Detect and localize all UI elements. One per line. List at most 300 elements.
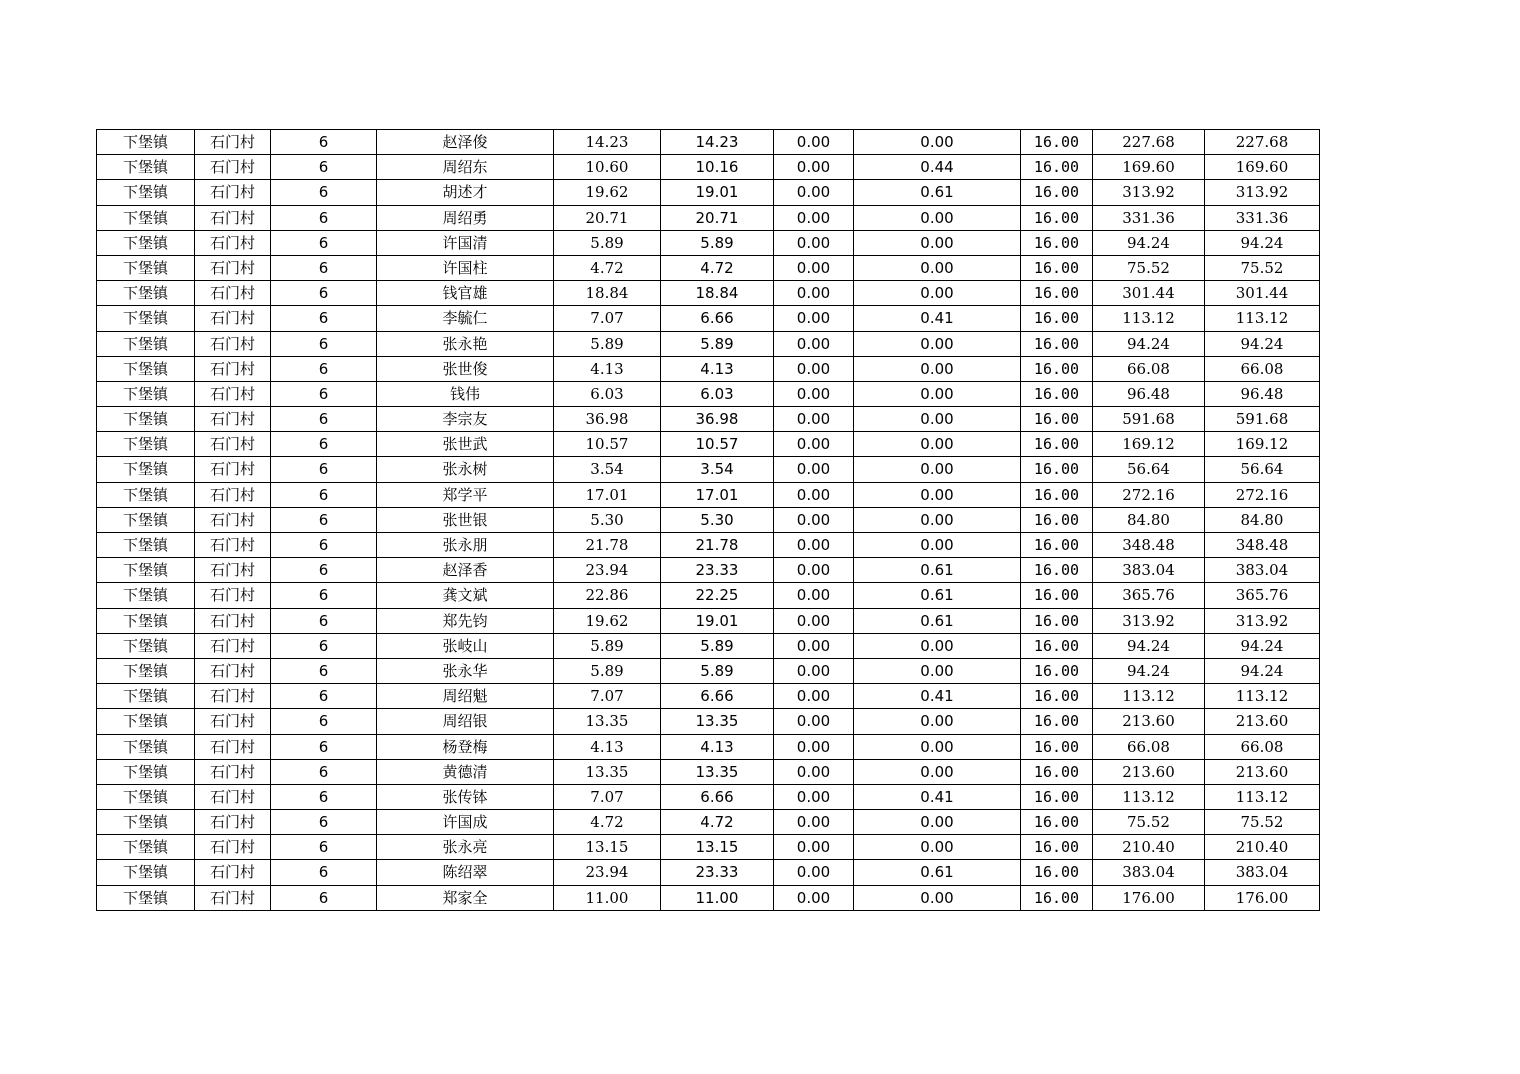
cell-name: 张永华 [377, 658, 554, 683]
cell-rate: 16.00 [1021, 306, 1093, 331]
cell-area-a: 5.89 [661, 331, 774, 356]
cell-area-b: 0.00 [774, 306, 854, 331]
cell-rate: 16.00 [1021, 709, 1093, 734]
cell-area-c: 0.61 [854, 583, 1021, 608]
cell-group: 6 [271, 155, 377, 180]
cell-area-a: 4.13 [661, 356, 774, 381]
cell-area-b: 0.00 [774, 709, 854, 734]
cell-area-a: 4.72 [661, 255, 774, 280]
cell-town: 下堡镇 [97, 482, 195, 507]
cell-amount-b: 94.24 [1205, 633, 1320, 658]
cell-area-a: 6.66 [661, 306, 774, 331]
cell-area-c: 0.00 [854, 810, 1021, 835]
cell-rate: 16.00 [1021, 482, 1093, 507]
cell-area-total: 13.35 [554, 709, 661, 734]
cell-town: 下堡镇 [97, 709, 195, 734]
table-row [97, 885, 1320, 910]
cell-group: 6 [271, 835, 377, 860]
cell-town: 下堡镇 [97, 810, 195, 835]
cell-area-a: 10.57 [661, 432, 774, 457]
cell-rate: 16.00 [1021, 407, 1093, 432]
cell-town: 下堡镇 [97, 633, 195, 658]
table-row [97, 407, 1320, 432]
cell-village: 石门村 [195, 432, 271, 457]
cell-name: 张岐山 [377, 633, 554, 658]
cell-area-total: 4.13 [554, 356, 661, 381]
table-row [97, 835, 1320, 860]
cell-rate: 16.00 [1021, 784, 1093, 809]
cell-area-total: 5.30 [554, 507, 661, 532]
cell-amount-a: 169.12 [1093, 432, 1205, 457]
cell-area-total: 18.84 [554, 281, 661, 306]
cell-area-b: 0.00 [774, 130, 854, 155]
table-row [97, 331, 1320, 356]
cell-name: 钱伟 [377, 381, 554, 406]
cell-amount-a: 113.12 [1093, 306, 1205, 331]
cell-amount-b: 213.60 [1205, 709, 1320, 734]
cell-name: 张永亮 [377, 835, 554, 860]
cell-group: 6 [271, 180, 377, 205]
cell-rate: 16.00 [1021, 356, 1093, 381]
cell-area-c: 0.00 [854, 130, 1021, 155]
cell-rate: 16.00 [1021, 205, 1093, 230]
cell-village: 石门村 [195, 658, 271, 683]
cell-town: 下堡镇 [97, 180, 195, 205]
cell-amount-b: 301.44 [1205, 281, 1320, 306]
cell-amount-a: 113.12 [1093, 684, 1205, 709]
cell-village: 石门村 [195, 180, 271, 205]
cell-amount-a: 365.76 [1093, 583, 1205, 608]
cell-group: 6 [271, 658, 377, 683]
cell-area-total: 17.01 [554, 482, 661, 507]
cell-village: 石门村 [195, 885, 271, 910]
cell-area-b: 0.00 [774, 205, 854, 230]
table-row [97, 684, 1320, 709]
cell-area-a: 22.25 [661, 583, 774, 608]
cell-village: 石门村 [195, 255, 271, 280]
cell-area-b: 0.00 [774, 407, 854, 432]
cell-amount-b: 213.60 [1205, 759, 1320, 784]
cell-group: 6 [271, 558, 377, 583]
cell-area-a: 6.66 [661, 684, 774, 709]
cell-area-c: 0.00 [854, 507, 1021, 532]
cell-area-c: 0.44 [854, 155, 1021, 180]
cell-area-total: 5.89 [554, 331, 661, 356]
cell-amount-b: 272.16 [1205, 482, 1320, 507]
cell-village: 石门村 [195, 381, 271, 406]
cell-amount-b: 176.00 [1205, 885, 1320, 910]
cell-village: 石门村 [195, 482, 271, 507]
cell-area-c: 0.00 [854, 457, 1021, 482]
cell-area-total: 22.86 [554, 583, 661, 608]
cell-amount-b: 169.12 [1205, 432, 1320, 457]
data-table [96, 129, 1320, 911]
cell-area-a: 19.01 [661, 608, 774, 633]
cell-amount-a: 176.00 [1093, 885, 1205, 910]
cell-village: 石门村 [195, 860, 271, 885]
cell-town: 下堡镇 [97, 835, 195, 860]
cell-amount-b: 94.24 [1205, 230, 1320, 255]
cell-area-b: 0.00 [774, 734, 854, 759]
cell-area-a: 5.89 [661, 658, 774, 683]
cell-amount-a: 591.68 [1093, 407, 1205, 432]
cell-group: 6 [271, 482, 377, 507]
cell-group: 6 [271, 507, 377, 532]
cell-area-total: 19.62 [554, 180, 661, 205]
cell-area-a: 6.66 [661, 784, 774, 809]
cell-area-b: 0.00 [774, 381, 854, 406]
cell-group: 6 [271, 709, 377, 734]
cell-amount-b: 66.08 [1205, 356, 1320, 381]
cell-area-total: 23.94 [554, 558, 661, 583]
cell-area-b: 0.00 [774, 608, 854, 633]
cell-town: 下堡镇 [97, 860, 195, 885]
cell-area-a: 5.89 [661, 633, 774, 658]
cell-village: 石门村 [195, 633, 271, 658]
cell-area-c: 0.61 [854, 860, 1021, 885]
table-row [97, 457, 1320, 482]
cell-name: 张世武 [377, 432, 554, 457]
cell-name: 周绍魁 [377, 684, 554, 709]
cell-name: 郑学平 [377, 482, 554, 507]
cell-rate: 16.00 [1021, 507, 1093, 532]
cell-area-c: 0.00 [854, 432, 1021, 457]
cell-area-a: 18.84 [661, 281, 774, 306]
cell-village: 石门村 [195, 230, 271, 255]
cell-rate: 16.00 [1021, 558, 1093, 583]
cell-name: 杨登梅 [377, 734, 554, 759]
cell-area-total: 14.23 [554, 130, 661, 155]
cell-amount-a: 313.92 [1093, 180, 1205, 205]
table-row [97, 230, 1320, 255]
cell-area-a: 3.54 [661, 457, 774, 482]
cell-rate: 16.00 [1021, 130, 1093, 155]
cell-amount-a: 383.04 [1093, 860, 1205, 885]
cell-village: 石门村 [195, 407, 271, 432]
cell-group: 6 [271, 784, 377, 809]
cell-area-a: 17.01 [661, 482, 774, 507]
cell-group: 6 [271, 130, 377, 155]
cell-area-total: 13.15 [554, 835, 661, 860]
cell-area-b: 0.00 [774, 230, 854, 255]
cell-rate: 16.00 [1021, 381, 1093, 406]
cell-area-c: 0.00 [854, 230, 1021, 255]
cell-name: 郑先钧 [377, 608, 554, 633]
cell-amount-a: 94.24 [1093, 658, 1205, 683]
cell-area-total: 5.89 [554, 658, 661, 683]
cell-amount-b: 313.92 [1205, 608, 1320, 633]
cell-amount-a: 383.04 [1093, 558, 1205, 583]
cell-town: 下堡镇 [97, 306, 195, 331]
cell-amount-b: 227.68 [1205, 130, 1320, 155]
cell-name: 陈绍翠 [377, 860, 554, 885]
cell-town: 下堡镇 [97, 784, 195, 809]
cell-amount-a: 75.52 [1093, 255, 1205, 280]
cell-area-total: 21.78 [554, 533, 661, 558]
cell-amount-a: 113.12 [1093, 784, 1205, 809]
cell-amount-a: 56.64 [1093, 457, 1205, 482]
cell-village: 石门村 [195, 281, 271, 306]
cell-area-b: 0.00 [774, 558, 854, 583]
table-row [97, 381, 1320, 406]
cell-area-c: 0.00 [854, 734, 1021, 759]
table-row [97, 130, 1320, 155]
cell-amount-a: 313.92 [1093, 608, 1205, 633]
cell-village: 石门村 [195, 205, 271, 230]
cell-area-total: 5.89 [554, 230, 661, 255]
cell-area-b: 0.00 [774, 155, 854, 180]
cell-area-total: 4.13 [554, 734, 661, 759]
table-row [97, 205, 1320, 230]
cell-name: 周绍勇 [377, 205, 554, 230]
cell-amount-a: 94.24 [1093, 331, 1205, 356]
cell-amount-b: 75.52 [1205, 810, 1320, 835]
cell-rate: 16.00 [1021, 759, 1093, 784]
table-row [97, 432, 1320, 457]
cell-group: 6 [271, 255, 377, 280]
table-row [97, 860, 1320, 885]
cell-amount-a: 331.36 [1093, 205, 1205, 230]
cell-village: 石门村 [195, 684, 271, 709]
cell-area-total: 4.72 [554, 810, 661, 835]
table-row [97, 306, 1320, 331]
cell-area-a: 4.72 [661, 810, 774, 835]
cell-village: 石门村 [195, 558, 271, 583]
cell-town: 下堡镇 [97, 356, 195, 381]
cell-area-c: 0.61 [854, 180, 1021, 205]
cell-amount-b: 75.52 [1205, 255, 1320, 280]
cell-town: 下堡镇 [97, 255, 195, 280]
cell-area-b: 0.00 [774, 255, 854, 280]
cell-amount-a: 96.48 [1093, 381, 1205, 406]
cell-name: 黄德清 [377, 759, 554, 784]
cell-rate: 16.00 [1021, 331, 1093, 356]
table-row [97, 482, 1320, 507]
cell-village: 石门村 [195, 155, 271, 180]
cell-area-a: 6.03 [661, 381, 774, 406]
table-row [97, 658, 1320, 683]
cell-village: 石门村 [195, 759, 271, 784]
cell-area-c: 0.00 [854, 633, 1021, 658]
cell-area-b: 0.00 [774, 633, 854, 658]
cell-name: 张传钵 [377, 784, 554, 809]
cell-town: 下堡镇 [97, 407, 195, 432]
table-row [97, 155, 1320, 180]
cell-amount-a: 210.40 [1093, 835, 1205, 860]
table-row [97, 533, 1320, 558]
table-row [97, 583, 1320, 608]
cell-group: 6 [271, 306, 377, 331]
table-row [97, 558, 1320, 583]
cell-area-c: 0.00 [854, 381, 1021, 406]
cell-group: 6 [271, 432, 377, 457]
cell-village: 石门村 [195, 734, 271, 759]
cell-area-a: 14.23 [661, 130, 774, 155]
cell-amount-b: 383.04 [1205, 558, 1320, 583]
cell-name: 赵泽香 [377, 558, 554, 583]
table-row [97, 810, 1320, 835]
cell-group: 6 [271, 356, 377, 381]
cell-village: 石门村 [195, 457, 271, 482]
cell-village: 石门村 [195, 784, 271, 809]
cell-area-b: 0.00 [774, 810, 854, 835]
cell-area-c: 0.00 [854, 759, 1021, 784]
cell-area-b: 0.00 [774, 180, 854, 205]
cell-area-total: 7.07 [554, 784, 661, 809]
cell-amount-b: 591.68 [1205, 407, 1320, 432]
cell-name: 许国成 [377, 810, 554, 835]
cell-village: 石门村 [195, 507, 271, 532]
cell-town: 下堡镇 [97, 205, 195, 230]
cell-amount-a: 94.24 [1093, 230, 1205, 255]
cell-area-total: 11.00 [554, 885, 661, 910]
table-row [97, 281, 1320, 306]
cell-rate: 16.00 [1021, 155, 1093, 180]
cell-rate: 16.00 [1021, 810, 1093, 835]
table-row [97, 356, 1320, 381]
cell-area-a: 19.01 [661, 180, 774, 205]
cell-name: 李宗友 [377, 407, 554, 432]
cell-rate: 16.00 [1021, 684, 1093, 709]
cell-group: 6 [271, 230, 377, 255]
cell-area-a: 36.98 [661, 407, 774, 432]
table-row [97, 608, 1320, 633]
table-row [97, 180, 1320, 205]
cell-group: 6 [271, 810, 377, 835]
cell-village: 石门村 [195, 810, 271, 835]
cell-amount-a: 213.60 [1093, 759, 1205, 784]
cell-area-total: 3.54 [554, 457, 661, 482]
cell-town: 下堡镇 [97, 734, 195, 759]
cell-rate: 16.00 [1021, 835, 1093, 860]
cell-town: 下堡镇 [97, 155, 195, 180]
cell-area-b: 0.00 [774, 583, 854, 608]
cell-amount-b: 66.08 [1205, 734, 1320, 759]
cell-rate: 16.00 [1021, 281, 1093, 306]
cell-town: 下堡镇 [97, 507, 195, 532]
cell-area-total: 10.60 [554, 155, 661, 180]
cell-area-b: 0.00 [774, 356, 854, 381]
cell-area-total: 5.89 [554, 633, 661, 658]
cell-area-total: 6.03 [554, 381, 661, 406]
table-row [97, 255, 1320, 280]
cell-area-a: 20.71 [661, 205, 774, 230]
cell-amount-b: 94.24 [1205, 658, 1320, 683]
cell-area-b: 0.00 [774, 457, 854, 482]
table-row [97, 507, 1320, 532]
cell-area-c: 0.41 [854, 784, 1021, 809]
cell-rate: 16.00 [1021, 633, 1093, 658]
cell-town: 下堡镇 [97, 558, 195, 583]
cell-group: 6 [271, 608, 377, 633]
cell-area-a: 23.33 [661, 558, 774, 583]
cell-village: 石门村 [195, 709, 271, 734]
cell-area-b: 0.00 [774, 533, 854, 558]
cell-name: 张永树 [377, 457, 554, 482]
cell-amount-a: 75.52 [1093, 810, 1205, 835]
cell-group: 6 [271, 684, 377, 709]
cell-area-c: 0.00 [854, 205, 1021, 230]
cell-area-c: 0.00 [854, 885, 1021, 910]
cell-group: 6 [271, 281, 377, 306]
cell-area-total: 23.94 [554, 860, 661, 885]
cell-name: 周绍银 [377, 709, 554, 734]
cell-name: 郑家全 [377, 885, 554, 910]
cell-area-total: 7.07 [554, 306, 661, 331]
cell-area-b: 0.00 [774, 684, 854, 709]
table-row [97, 784, 1320, 809]
cell-area-a: 21.78 [661, 533, 774, 558]
cell-area-a: 10.16 [661, 155, 774, 180]
table-row [97, 759, 1320, 784]
cell-area-c: 0.00 [854, 709, 1021, 734]
cell-amount-a: 227.68 [1093, 130, 1205, 155]
cell-rate: 16.00 [1021, 230, 1093, 255]
cell-area-b: 0.00 [774, 885, 854, 910]
cell-town: 下堡镇 [97, 281, 195, 306]
cell-name: 李毓仁 [377, 306, 554, 331]
cell-area-b: 0.00 [774, 432, 854, 457]
cell-area-total: 36.98 [554, 407, 661, 432]
cell-group: 6 [271, 759, 377, 784]
cell-area-b: 0.00 [774, 759, 854, 784]
cell-name: 周绍东 [377, 155, 554, 180]
cell-area-total: 7.07 [554, 684, 661, 709]
cell-area-c: 0.00 [854, 356, 1021, 381]
table-row [97, 709, 1320, 734]
cell-area-b: 0.00 [774, 281, 854, 306]
table-row [97, 734, 1320, 759]
cell-area-total: 4.72 [554, 255, 661, 280]
cell-amount-a: 301.44 [1093, 281, 1205, 306]
cell-name: 许国柱 [377, 255, 554, 280]
cell-area-b: 0.00 [774, 835, 854, 860]
cell-rate: 16.00 [1021, 255, 1093, 280]
cell-amount-b: 365.76 [1205, 583, 1320, 608]
cell-town: 下堡镇 [97, 381, 195, 406]
cell-area-b: 0.00 [774, 507, 854, 532]
cell-group: 6 [271, 407, 377, 432]
cell-rate: 16.00 [1021, 457, 1093, 482]
cell-name: 张永朋 [377, 533, 554, 558]
cell-area-a: 5.30 [661, 507, 774, 532]
cell-rate: 16.00 [1021, 533, 1093, 558]
cell-area-b: 0.00 [774, 658, 854, 683]
cell-town: 下堡镇 [97, 583, 195, 608]
cell-amount-b: 113.12 [1205, 684, 1320, 709]
cell-area-total: 20.71 [554, 205, 661, 230]
cell-area-c: 0.00 [854, 255, 1021, 280]
cell-group: 6 [271, 533, 377, 558]
cell-area-c: 0.00 [854, 281, 1021, 306]
cell-group: 6 [271, 734, 377, 759]
cell-amount-a: 94.24 [1093, 633, 1205, 658]
cell-amount-b: 331.36 [1205, 205, 1320, 230]
cell-town: 下堡镇 [97, 658, 195, 683]
cell-area-a: 11.00 [661, 885, 774, 910]
cell-amount-b: 113.12 [1205, 784, 1320, 809]
cell-amount-a: 213.60 [1093, 709, 1205, 734]
cell-village: 石门村 [195, 306, 271, 331]
cell-area-c: 0.00 [854, 658, 1021, 683]
cell-group: 6 [271, 583, 377, 608]
cell-amount-b: 56.64 [1205, 457, 1320, 482]
cell-town: 下堡镇 [97, 130, 195, 155]
cell-area-total: 10.57 [554, 432, 661, 457]
cell-name: 许国清 [377, 230, 554, 255]
cell-area-a: 13.35 [661, 709, 774, 734]
cell-area-c: 0.41 [854, 306, 1021, 331]
